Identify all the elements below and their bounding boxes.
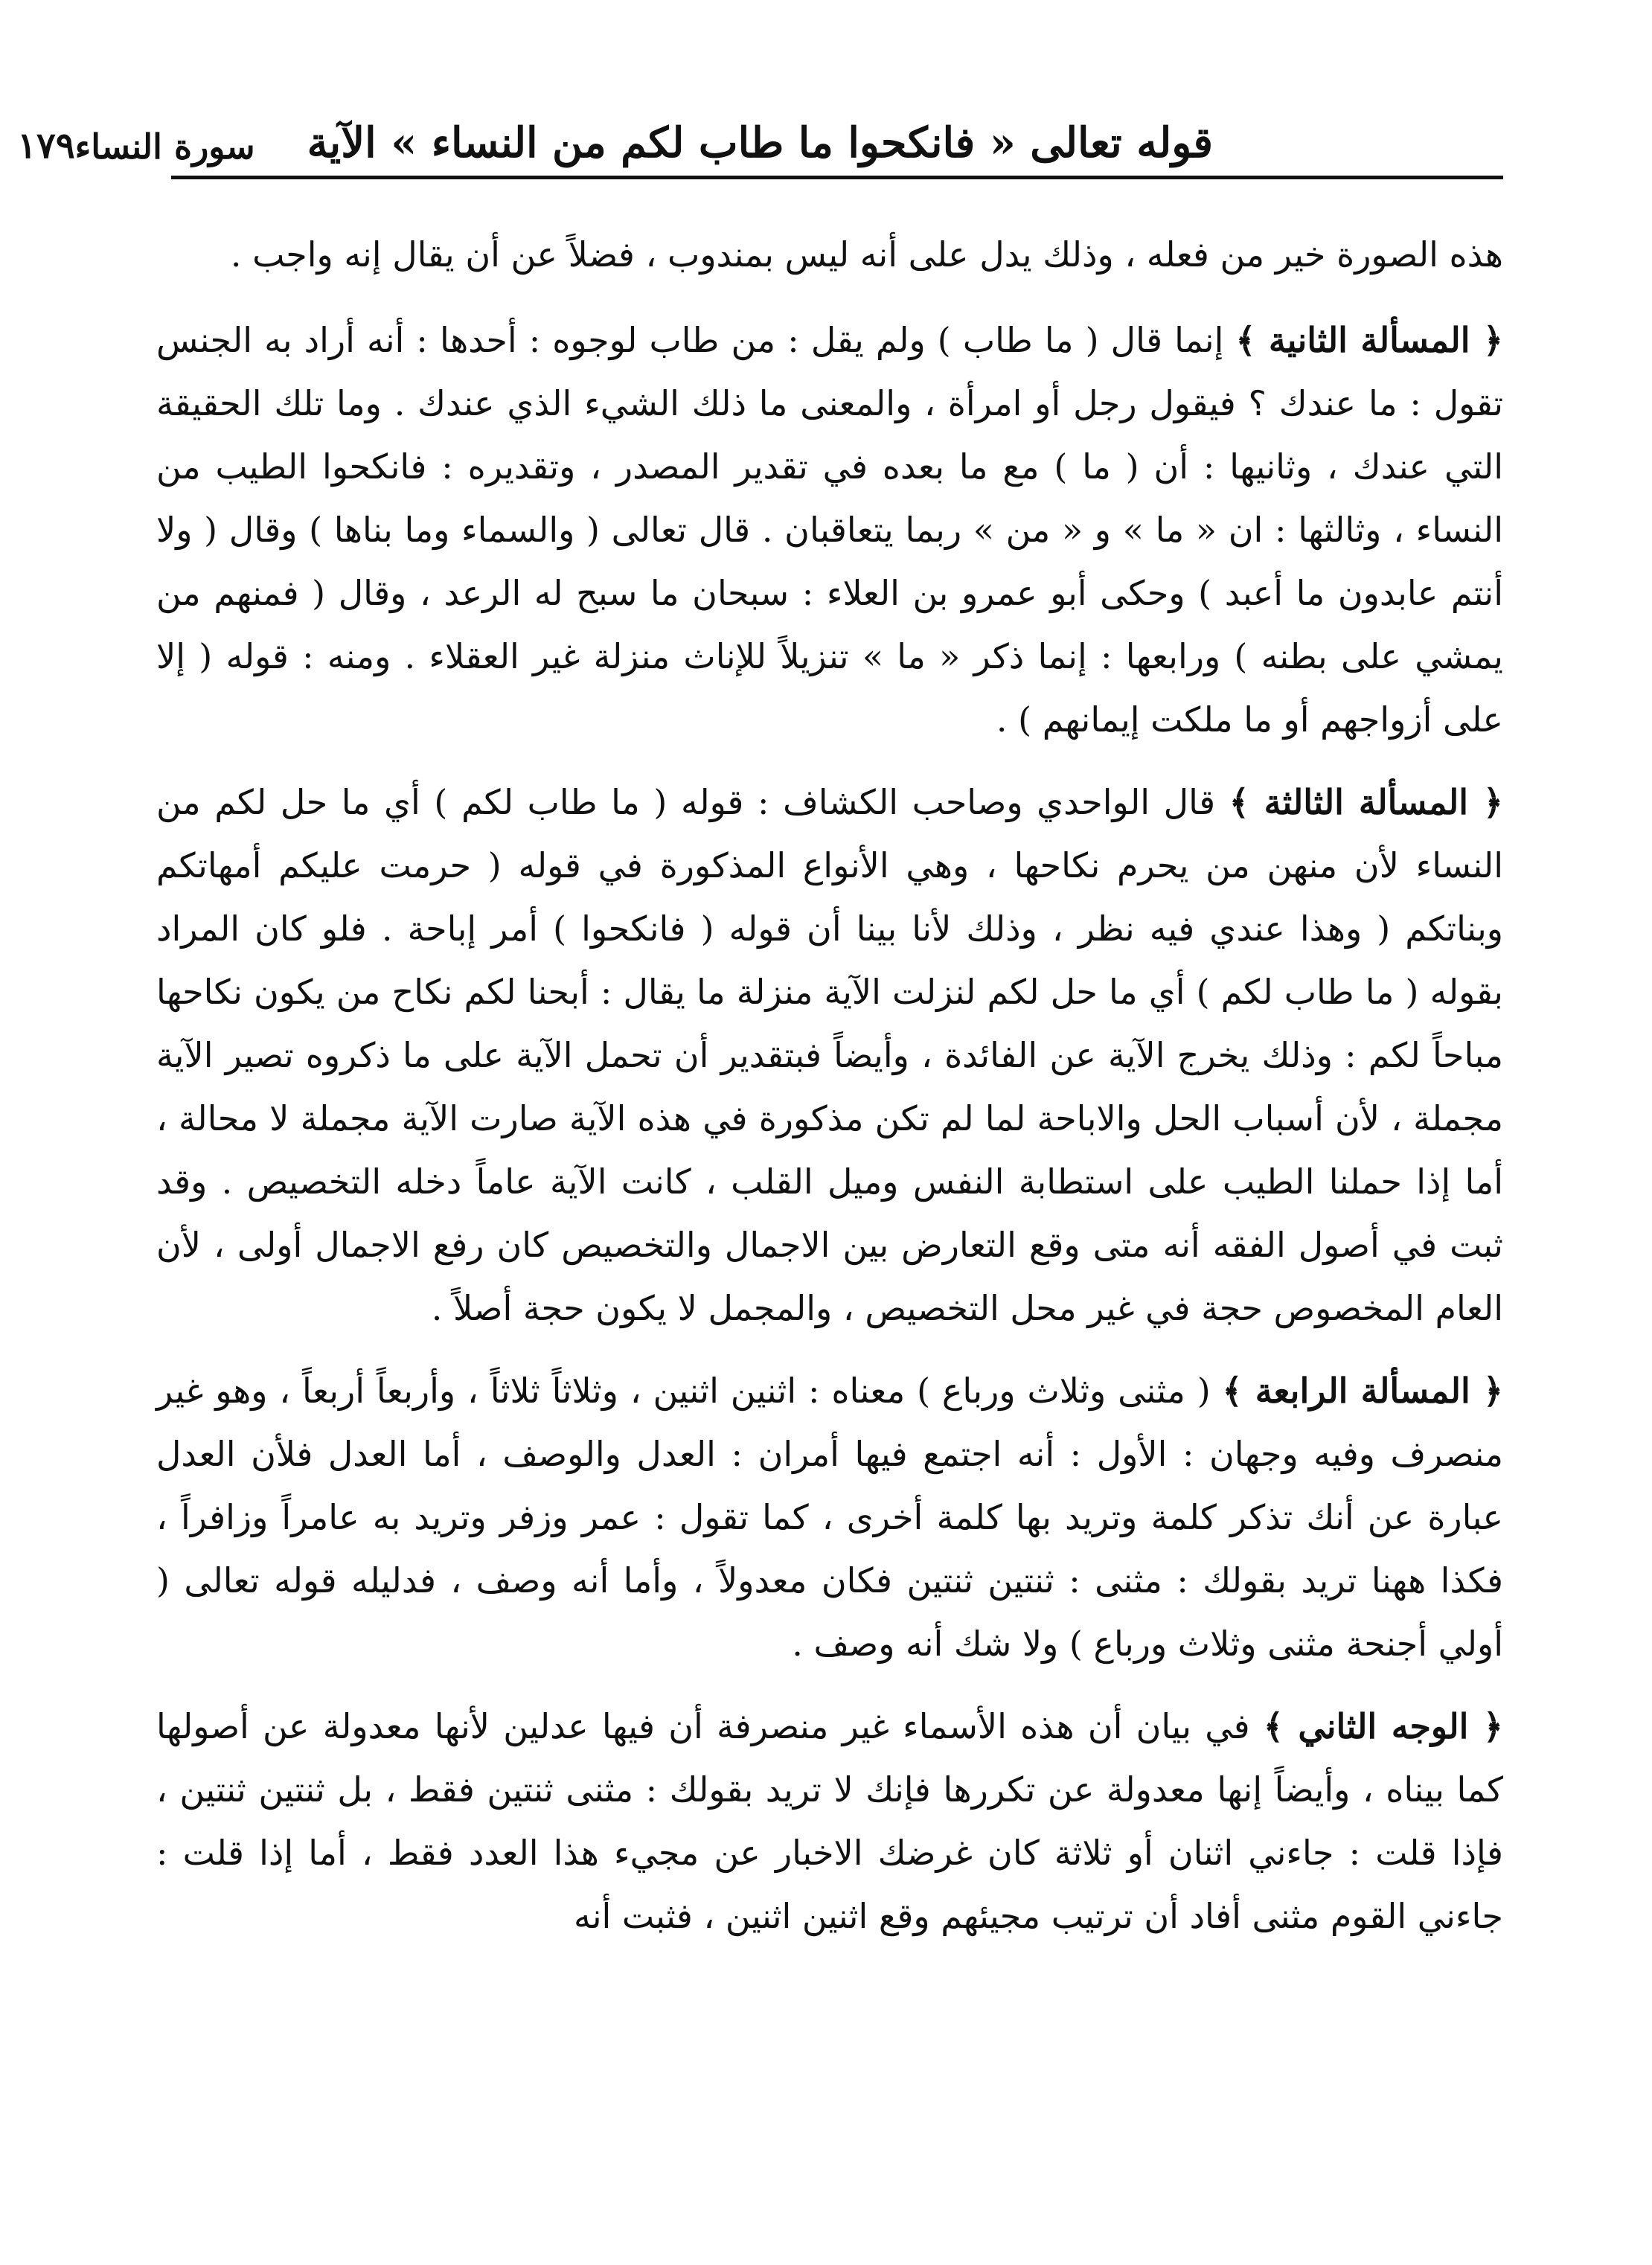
paragraph-text: في بيان أن هذه الأسماء غير منصرفة أن فيها عدلين لأنها معدولة عن أصولها كما بيناه ، وأيضاً إنها معدولة عن تكررها فإنك لا تريد بقولك : مثنى ثنتين فقط ، بل ثنتين ثنتين ، فإذا قلت : جاءني اثنان أو ثلاثة كان غرضك الاخبار عن مجيء هذا العدد فقط ، أما إذا قلت : جاءني القوم مثنى أفاد أن ترتيب مجيئهم وقع اثنين اثنين ، فثبت أنه — [156, 1706, 1503, 1936]
section-heading: ﴿ المسألة الثانية ﴾ — [1235, 320, 1503, 360]
section-heading: ﴿ المسألة الثالثة ﴾ — [1229, 782, 1504, 822]
paragraph-text: إنما قال ( ما طاب ) ولم يقل : من طاب لوجوه : أحدها : أنه أراد به الجنس تقول : ما عندك ؟ فيقول رجل أو امرأة ، والمعنى ما ذلك الشيء الذي عندك . وما تلك الحقيقة التي عندك ، وثانيها : أن ( ما ) مع ما بعده في تقدير المصدر ، وتقديره : فانكحوا الطيب من النساء ، وثالثها : ان « ما » و « من » ربما يتعاقبان . قال تعالى ( والسماء وما بناها ) وقال ( ولا أنتم عابدون ما أعبد ) وحكى أبو عمرو بن العلاء : سبحان ما سبح له الرعد ، وقال ( فمنهم من يمشي على بطنه ) ورابعها : إنما ذكر « ما » تنزيلاً للإناث منزلة غير العقلاء . ومنه : قوله ( إلا على أزواجهم أو ما ملكت إيمانهم ) . — [156, 320, 1503, 740]
section-heading: ﴿ المسألة الرابعة ﴾ — [1222, 1371, 1504, 1411]
body-text — [156, 223, 1503, 1967]
paragraph-masala-2 — [156, 309, 1503, 752]
running-header — [17, 97, 1213, 167]
header-right-group — [74, 118, 1213, 167]
paragraph-masala-4 — [156, 1359, 1503, 1676]
page-number: ١٧٩ — [17, 125, 75, 167]
header-title: قوله تعالى « فانكحوا ما طاب لكم من النساء » الآية — [307, 118, 1213, 167]
surah-name: سورة النساء — [74, 126, 255, 167]
paragraph-wajh-2 — [156, 1695, 1503, 1948]
paragraph-masala-3 — [156, 771, 1503, 1340]
header-divider — [171, 176, 1503, 179]
paragraph-text: قال الواحدي وصاحب الكشاف : قوله ( ما طاب لكم ) أي ما حل لكم من النساء لأن منهن من يحرم نكاحها ، وهي الأنواع المذكورة في قوله ( حرمت عليكم أمهاتكم وبناتكم ( وهذا عندي فيه نظر ، وذلك لأنا بينا أن قوله ( فانكحوا ) أمر إباحة . فلو كان المراد بقوله ( ما طاب لكم ) أي ما حل لكم لنزلت الآية منزلة ما يقال : أبحنا لكم نكاح من يكون نكاحها مباحاً لكم : وذلك يخرج الآية عن الفائدة ، وأيضاً فبتقدير أن تحمل الآية على ما ذكروه تصير الآية مجملة ، لأن أسباب الحل والاباحة لما لم تكن مذكورة في هذه الآية صارت الآية مجملة لا محالة ، أما إذا حملنا الطيب على استطابة النفس وميل القلب ، كانت الآية عاماً دخله التخصيص . وقد ثبت في أصول الفقه أنه متى وقع التعارض بين الاجمال والتخصيص كان رفع الاجمال أولى ، لأن العام المخصوص حجة في غير محل التخصيص ، والمجمل لا يكون حجة أصلاً . — [156, 782, 1503, 1328]
paragraph-text: هذه الصورة خير من فعله ، وذلك يدل على أنه ليس بمندوب ، فضلاً عن أن يقال إنه واجب . — [230, 234, 1503, 275]
paragraph-continuation — [156, 223, 1503, 286]
section-heading: ﴿ الوجه الثاني ﴾ — [1263, 1706, 1503, 1746]
paragraph-text: ( مثنى وثلاث ورباع ) معناه : اثنين اثنين ، وثلاثاً ثلاثاً ، وأربعاً أربعاً ، وهو غير منصرف وفيه وجهان : الأول : أنه اجتمع فيها أمران : العدل والوصف ، أما العدل فلأن العدل عبارة عن أنك تذكر كلمة وتريد بها كلمة أخرى ، كما تقول : عمر وزفر وتريد به عامراً وزافراً ، فكذا ههنا تريد بقولك : مثنى : ثنتين ثنتين فكان معدولاً ، وأما أنه وصف ، فدليله قوله تعالى ( أولي أجنحة مثنى وثلاث ورباع ) ولا شك أنه وصف . — [156, 1371, 1503, 1664]
